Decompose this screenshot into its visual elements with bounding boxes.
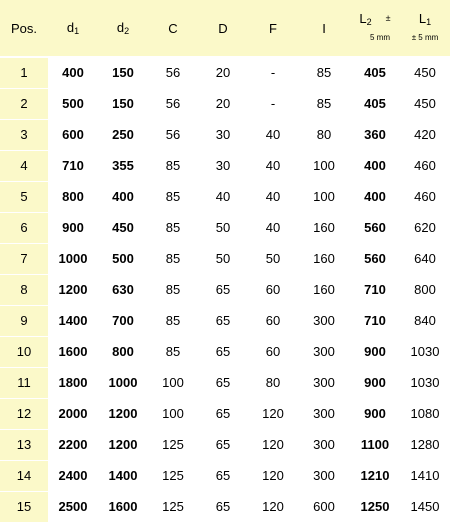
header-d1: $d_1$: [48, 0, 98, 57]
cell-f: 60: [248, 274, 298, 305]
cell-c: 85: [148, 181, 198, 212]
cell-d: 50: [198, 243, 248, 274]
table-row: [0, 336, 450, 367]
cell-f: 60: [248, 305, 298, 336]
table-row: [0, 212, 450, 243]
cell-d: 65: [198, 336, 248, 367]
cell-l1: 800: [400, 274, 450, 305]
cell-l2: 900: [350, 398, 400, 429]
cell-l1: 1280: [400, 429, 450, 460]
cell-i: 160: [298, 274, 350, 305]
cell-pos: 4: [0, 150, 48, 181]
cell-pos: 15: [0, 491, 48, 522]
cell-i: 80: [298, 119, 350, 150]
cell-pos: 10: [0, 336, 48, 367]
cell-d1: 1000: [48, 243, 98, 274]
table-row: [0, 460, 450, 491]
cell-d2: 800: [98, 336, 148, 367]
table-header: [0, 0, 450, 57]
cell-pos: 6: [0, 212, 48, 243]
cell-l1: 1030: [400, 367, 450, 398]
table-body: [0, 57, 450, 522]
table-row: [0, 367, 450, 398]
table-row: [0, 398, 450, 429]
cell-d2: 1200: [98, 398, 148, 429]
cell-l1: 1080: [400, 398, 450, 429]
cell-d1: 900: [48, 212, 98, 243]
cell-c: 85: [148, 150, 198, 181]
cell-f: 80: [248, 367, 298, 398]
cell-f: 120: [262, 499, 284, 515]
header-i: I: [298, 0, 350, 57]
header-row: [0, 0, 450, 57]
table-row: [0, 119, 450, 150]
cell-l1: 450: [400, 88, 450, 119]
cell-c: 125: [162, 499, 184, 515]
cell-i: 85: [298, 88, 350, 119]
cell-d: 30: [198, 150, 248, 181]
cell-f: -: [248, 88, 298, 119]
cell-l1: 420: [400, 119, 450, 150]
cell-c: 56: [148, 57, 198, 88]
cell-d1: 1400: [48, 305, 98, 336]
cell-d1: 800: [48, 181, 98, 212]
table-row: [0, 88, 450, 119]
cell-l1: 460: [400, 181, 450, 212]
cell-f: 40: [248, 119, 298, 150]
cell-pos: 13: [0, 429, 48, 460]
cell-c: 125: [148, 460, 198, 491]
cell-d: 65: [198, 398, 248, 429]
cell-c: 56: [148, 119, 198, 150]
cell-l1: 450: [400, 57, 450, 88]
header-f: F: [248, 0, 298, 57]
table-row: [0, 181, 450, 212]
cell-i: 300: [298, 336, 350, 367]
cell-i: 600: [313, 499, 335, 515]
cell-d2: 1000: [98, 367, 148, 398]
cell-i: 160: [298, 212, 350, 243]
cell-d2: 1200: [98, 429, 148, 460]
cell-l2: 710: [350, 274, 400, 305]
cell-pos: 5: [0, 181, 48, 212]
cell-c: 85: [148, 305, 198, 336]
cell-d2: 150: [98, 88, 148, 119]
cell-pos: 7: [0, 243, 48, 274]
cell-i: 100: [298, 150, 350, 181]
cell-l2: 1250: [360, 499, 390, 515]
cell-l2: 560: [350, 243, 400, 274]
cell-d: 65: [215, 499, 231, 515]
cell-l2: 900: [350, 336, 400, 367]
cell-d1: 710: [48, 150, 98, 181]
cell-d2: 630: [98, 274, 148, 305]
cell-d2: 1400: [98, 460, 148, 491]
cell-l2: 710: [350, 305, 400, 336]
cell-f: 60: [248, 336, 298, 367]
cell-i: 300: [298, 305, 350, 336]
cell-d2: 150: [98, 57, 148, 88]
cell-pos: 3: [0, 119, 48, 150]
cell-d: 40: [198, 181, 248, 212]
cell-d2: 450: [98, 212, 148, 243]
cell-f: 40: [248, 181, 298, 212]
cell-l2: 1100: [350, 429, 400, 460]
cell-i: 300: [298, 367, 350, 398]
header-d: D: [198, 0, 248, 57]
table-row: [0, 243, 450, 274]
cell-l1: 460: [400, 150, 450, 181]
cell-i: 300: [298, 460, 350, 491]
cell-pos: 2: [0, 88, 48, 119]
cell-l1: 1410: [400, 460, 450, 491]
table-row: [0, 150, 450, 181]
header-l1: $L_1$ ± 5 mm: [400, 0, 450, 57]
table-row: [0, 429, 450, 460]
cell-d2: 250: [98, 119, 148, 150]
cell-d1: 2000: [48, 398, 98, 429]
cell-c: 125: [148, 429, 198, 460]
cell-l1: 840: [400, 305, 450, 336]
cell-f: -: [248, 57, 298, 88]
cell-d: 20: [198, 88, 248, 119]
cell-f: 120: [248, 460, 298, 491]
cell-d: 30: [198, 119, 248, 150]
cell-d1: 1200: [48, 274, 98, 305]
cell-l2: 405: [350, 88, 400, 119]
header-pos: Pos.: [0, 0, 48, 57]
cell-d1: 2400: [48, 460, 98, 491]
cell-d1: 500: [48, 88, 98, 119]
cell-d2: 1600: [108, 499, 138, 515]
cell-d: 65: [198, 367, 248, 398]
cell-pos: 14: [0, 460, 48, 491]
cell-d1: 400: [48, 57, 98, 88]
cell-d1: 1600: [48, 336, 98, 367]
cell-d2: 500: [98, 243, 148, 274]
cell-d1: 1800: [48, 367, 98, 398]
cell-pos: 12: [0, 398, 48, 429]
cell-f: 120: [248, 398, 298, 429]
cell-d: 65: [198, 274, 248, 305]
cell-d2: 400: [98, 181, 148, 212]
cell-f: 50: [248, 243, 298, 274]
cell-c: 85: [148, 243, 198, 274]
cell-c: 85: [148, 212, 198, 243]
cell-l2: 360: [350, 119, 400, 150]
table-row: [0, 274, 450, 305]
cell-d1: 2500: [58, 499, 88, 515]
cell-l1: 1450: [410, 499, 440, 515]
cell-l2: 560: [350, 212, 400, 243]
cell-d: 65: [198, 460, 248, 491]
table-row: [0, 57, 450, 88]
header-l2: $L_2$ ± 5 mm: [350, 0, 400, 57]
cell-d2: 700: [98, 305, 148, 336]
table-row: [0, 305, 450, 336]
cell-d: 50: [198, 212, 248, 243]
cell-l2: 1210: [350, 460, 400, 491]
cell-i: 100: [298, 181, 350, 212]
cell-c: 56: [148, 88, 198, 119]
cell-f: 40: [248, 212, 298, 243]
cell-pos: 9: [0, 305, 48, 336]
cell-d1: 2200: [48, 429, 98, 460]
cell-d: 65: [198, 305, 248, 336]
cell-l2: 400: [350, 150, 400, 181]
cell-d2: 355: [98, 150, 148, 181]
cell-d: 20: [198, 57, 248, 88]
cell-c: 85: [148, 274, 198, 305]
cell-i: 300: [298, 429, 350, 460]
cell-l1: 640: [400, 243, 450, 274]
cell-pos: 11: [0, 367, 48, 398]
cell-i: 300: [298, 398, 350, 429]
table-row: [0, 491, 450, 522]
header-c: C: [148, 0, 198, 57]
cell-c: 100: [148, 367, 198, 398]
cell-d: 65: [198, 429, 248, 460]
cell-i: 160: [298, 243, 350, 274]
cell-l1: 620: [400, 212, 450, 243]
cell-pos: 8: [0, 274, 48, 305]
cell-f: 40: [248, 150, 298, 181]
cell-c: 100: [148, 398, 198, 429]
cell-c: 85: [148, 336, 198, 367]
cell-d1: 600: [48, 119, 98, 150]
cell-f: 120: [248, 429, 298, 460]
cell-l2: 900: [350, 367, 400, 398]
cell-l2: 400: [350, 181, 400, 212]
cell-l1: 1030: [400, 336, 450, 367]
cell-l2: 405: [350, 57, 400, 88]
header-d2: $d_2$: [98, 0, 148, 57]
cell-i: 85: [298, 57, 350, 88]
cell-pos: 1: [0, 57, 48, 88]
